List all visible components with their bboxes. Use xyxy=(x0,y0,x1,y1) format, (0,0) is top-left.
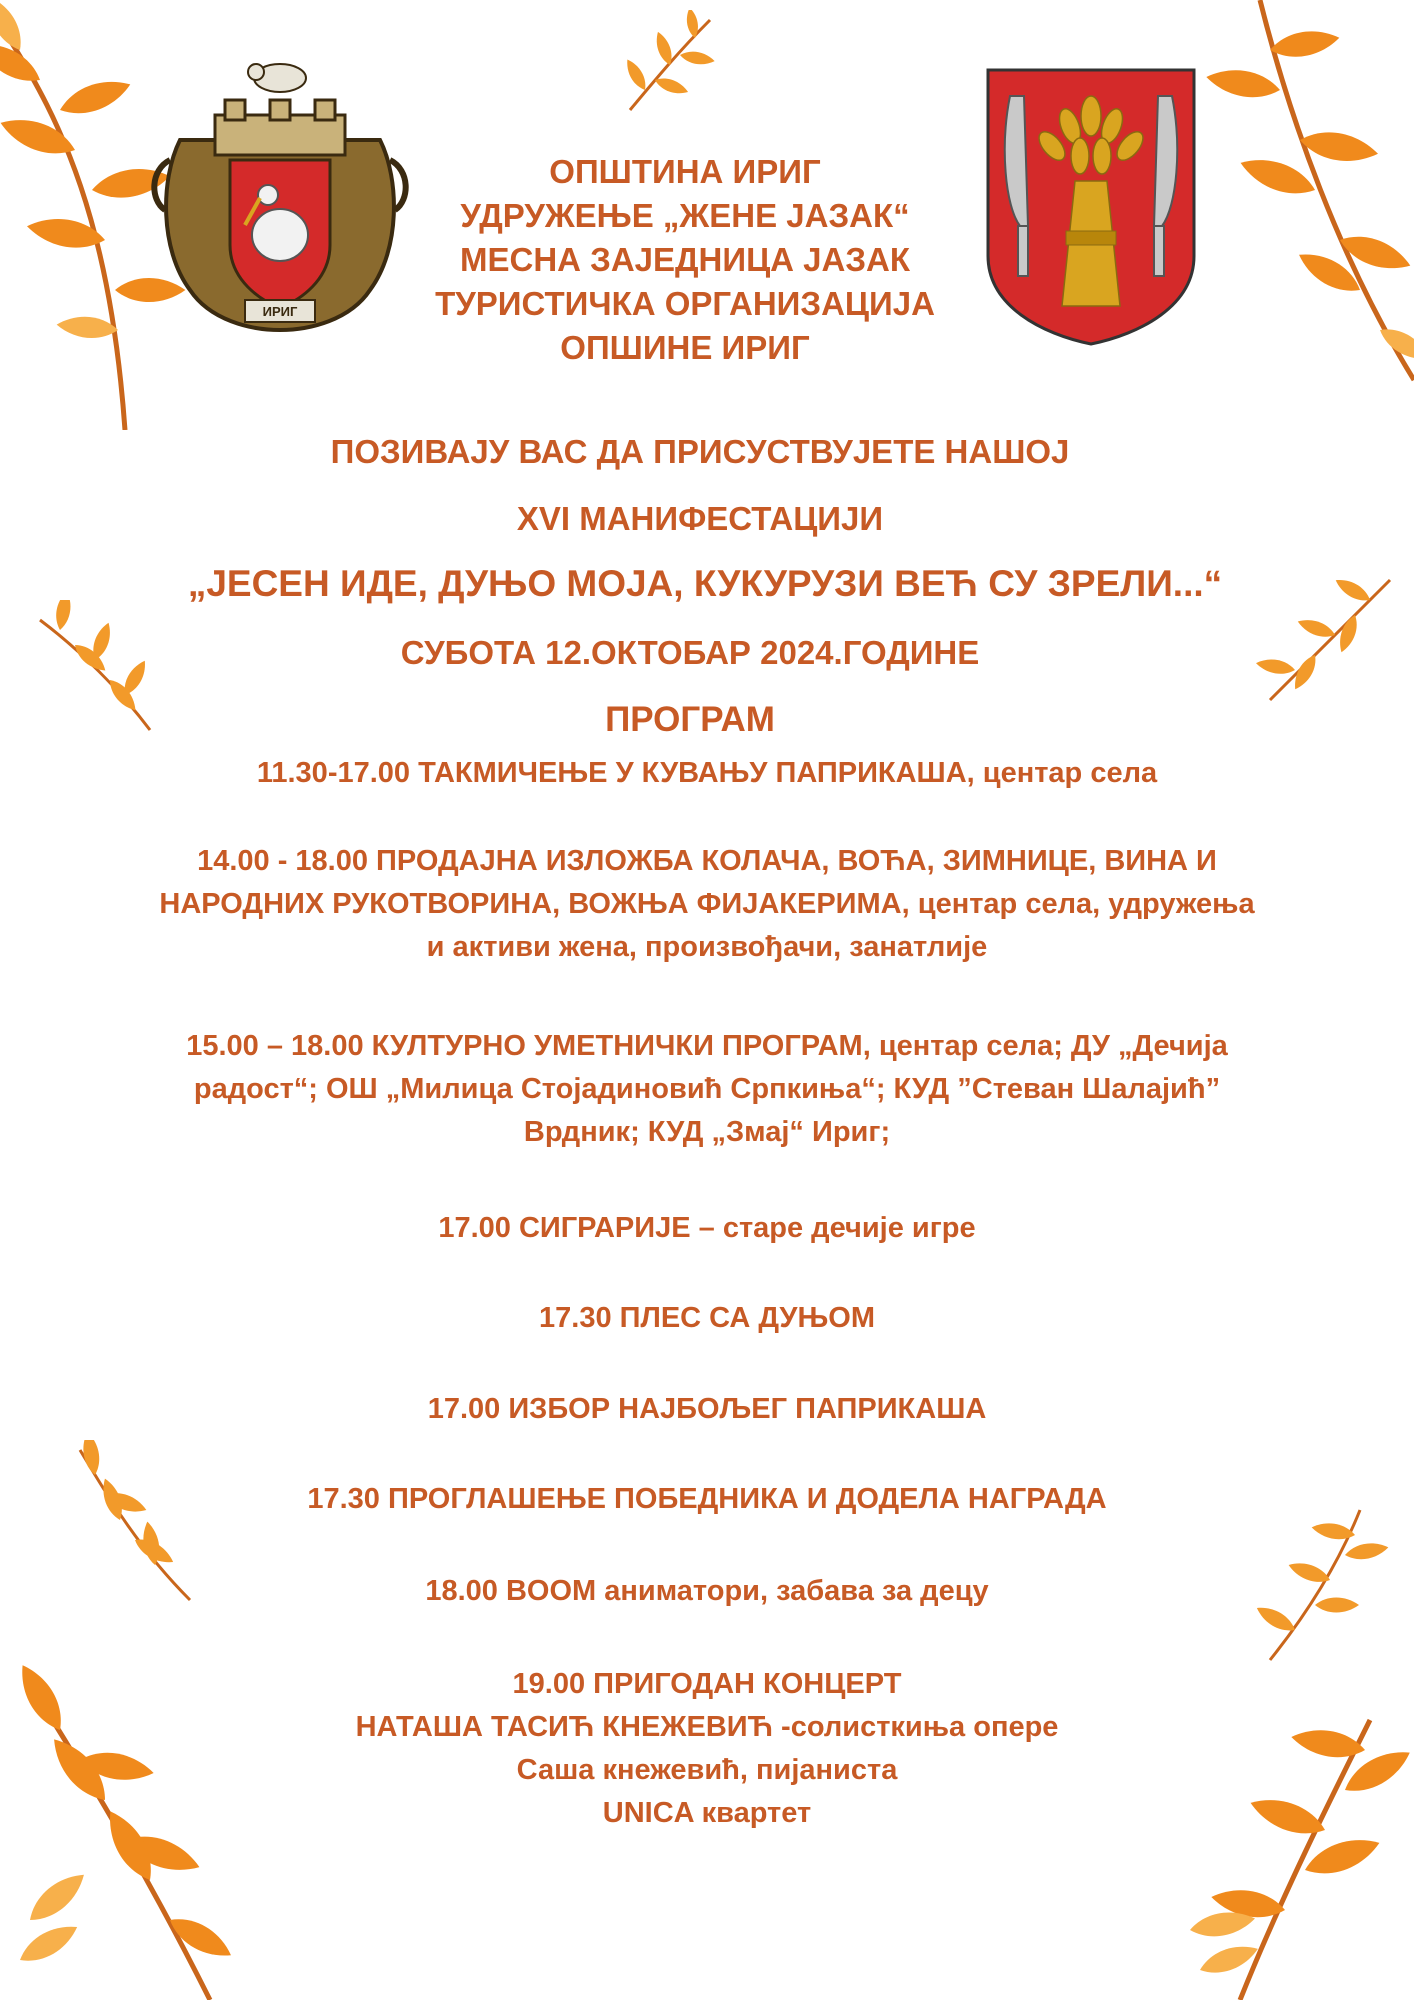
program-item-line: Саша кнежевић, пијаниста xyxy=(516,1754,898,1786)
invitation-edition: XVI МАНИФЕСТАЦИЈИ xyxy=(516,500,884,537)
organizer-line: УДРУЖЕЊЕ „ЖЕНЕ ЈАЗАК“ xyxy=(460,197,910,234)
program-item-line: НАТАША ТАСИЋ КНЕЖЕВИЋ -солисткиња опере xyxy=(355,1711,1059,1743)
autumn-leaf-branch-icon xyxy=(610,10,730,120)
organizer-line: ТУРИСТИЧКА ОРГАНИЗАЦИЈА xyxy=(435,285,935,322)
program-item xyxy=(0,1663,1414,1835)
program-heading: ПРОГРАМ xyxy=(605,700,775,739)
program-item xyxy=(0,1207,1414,1250)
program-item-line: 18.00 BOOM аниматори, забава за децу xyxy=(425,1575,989,1607)
program-item-line: 19.00 ПРИГОДАН КОНЦЕРТ xyxy=(512,1668,902,1700)
organizer-line: МЕСНА ЗАЈЕДНИЦА ЈАЗАК xyxy=(459,241,911,278)
organizer-line: ОПШИНЕ ИРИГ xyxy=(560,329,810,366)
program-item-line: 11.30-17.00 ТАКМИЧЕЊЕ У КУВАЊУ ПАПРИКАША, центар села xyxy=(256,757,1158,789)
program-item-line: 17.00 СИГРАРИЈЕ – старе дечије игре xyxy=(438,1212,976,1244)
irig-coat-of-arms-icon xyxy=(150,50,410,340)
emblem-label: ИРИГ xyxy=(262,304,298,319)
program-item-line: 17.00 ИЗБОР НАЈБОЉЕГ ПАПРИКАША xyxy=(427,1393,987,1425)
program-item xyxy=(0,840,1414,969)
program-item xyxy=(0,1478,1414,1521)
program-item-line: 15.00 – 18.00 КУЛТУРНО УМЕТНИЧКИ ПРОГРАМ, центар села; ДУ „Дечија xyxy=(186,1030,1228,1062)
program-item-line: НАРОДНИХ РУКОТВОРИНА, ВОЖЊА ФИЈАКЕРИМА, центар села, удружења xyxy=(159,888,1255,920)
organizers-block xyxy=(390,150,980,370)
program-item-line: UNICA квартет xyxy=(602,1797,812,1829)
program-item-line: 17.30 ПЛЕС СА ДУЊОМ xyxy=(539,1302,875,1334)
program-item-line: 14.00 - 18.00 ПРОДАЈНА ИЗЛОЖБА КОЛАЧА, ВОЋА, ЗИМНИЦЕ, ВИНА И xyxy=(197,845,1217,877)
program-item xyxy=(0,1388,1414,1431)
program-item xyxy=(0,1025,1414,1154)
invitation-line: ПОЗИВАЈУ ВАС ДА ПРИСУСТВУЈЕТЕ НАШОЈ xyxy=(330,433,1070,470)
program-item-line: Врдник; КУД „Змај“ Ириг; xyxy=(523,1116,891,1148)
program-item xyxy=(0,1297,1414,1340)
jazak-coat-of-arms-icon xyxy=(980,66,1202,348)
event-date: СУБОТА 12.ОКТОБАР 2024.ГОДИНЕ xyxy=(400,634,980,671)
event-title: „ЈЕСЕН ИДЕ, ДУЊО МОЈА, КУКУРУЗИ ВЕЋ СУ ЗРЕЛИ...“ xyxy=(187,563,1223,604)
organizer-line: ОПШТИНА ИРИГ xyxy=(549,153,821,190)
autumn-leaf-branch-icon xyxy=(30,600,180,740)
program-item-line: 17.30 ПРОГЛАШЕЊЕ ПОБЕДНИКА И ДОДЕЛА НАГРАДА xyxy=(307,1483,1107,1515)
program-item-line: радост“; ОШ „Милица Стојадиновић Српкиња“; КУД ”Стеван Шалајић” xyxy=(193,1073,1221,1105)
program-item xyxy=(0,1570,1414,1613)
program-item xyxy=(0,752,1414,795)
program-item-line: и активи жена, произвођачи, занатлије xyxy=(426,931,988,963)
